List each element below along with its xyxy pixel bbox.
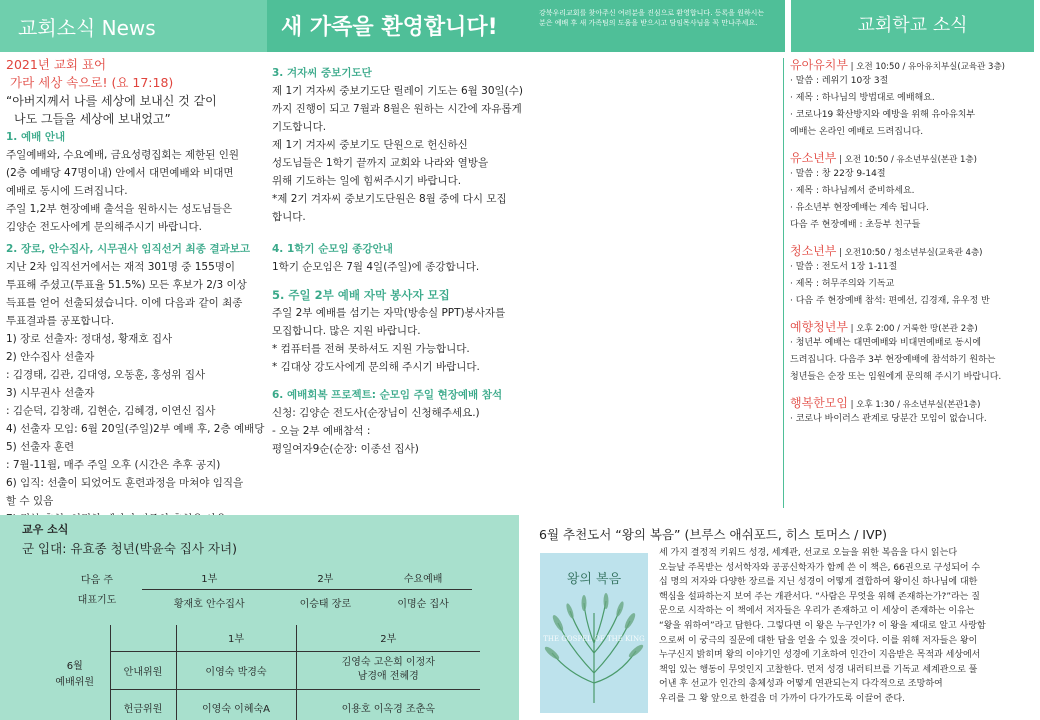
header-center bbox=[267, 0, 785, 52]
header-right bbox=[785, 0, 1040, 52]
motto-quote-1: “아버지께서 나를 세상에 보내신 것 같이 bbox=[6, 94, 217, 108]
prayer-header-2: 2부 bbox=[276, 567, 374, 589]
text-line: 까지 진행이 되고 7월과 8월은 원하는 시간에 자유롭게 bbox=[272, 103, 522, 115]
book-description bbox=[659, 546, 1034, 707]
committee-row1-p2-line2: 남경애 전혜경 bbox=[357, 671, 419, 682]
text-line: 주일예배와, 수요예배, 금요성령집회는 제한된 인원 bbox=[6, 149, 240, 161]
text-line: 오늘날 주목받는 성서학자와 공공신학자가 함께 쓴 이 책은, 66권으로 구성되어 수 bbox=[659, 562, 981, 573]
school-news-title: 교회학교 소식 bbox=[791, 0, 1034, 52]
school-group-name: 유소년부 bbox=[790, 151, 837, 165]
text-line: 핵심을 설파하는지 보여 주는 개관서다. “사람은 무엇을 위해 존재하는가?”라는 질 bbox=[659, 591, 980, 602]
school-group-line: · 제목 : 허무주의와 기독교 bbox=[790, 279, 895, 289]
committee-header-2: 2부 bbox=[296, 625, 480, 651]
prayer-value-2: 이승태 장로 bbox=[299, 598, 352, 610]
school-group-name: 행복한모임 bbox=[790, 396, 848, 410]
prayer-value-3: 이명순 집사 bbox=[397, 598, 449, 610]
header-left bbox=[0, 0, 267, 52]
section-3-body bbox=[272, 82, 530, 226]
committee-label-1: 6월 bbox=[66, 661, 83, 672]
school-group bbox=[790, 149, 1036, 234]
text-line: 김양순 전도사에게 문의해주시기 바랍니다. bbox=[6, 221, 202, 233]
text-line: 3) 시무권사 선출자 bbox=[6, 387, 95, 399]
text-line: 신청: 김양순 전도사(순장님이 신청해주세요.) bbox=[272, 407, 480, 419]
committee-role-1: 안내위원 bbox=[110, 651, 176, 689]
motto-main: 가라 세상 속으로! (요 17:18) bbox=[10, 75, 174, 90]
committee-row1-p1: 이영숙 박경숙 bbox=[176, 651, 296, 689]
book-cover-title: 왕의 복음 bbox=[566, 572, 622, 587]
section-3-title: 3. 겨자씨 중보기도단 bbox=[272, 67, 372, 79]
text-line: “왕을 위하여”라고 답한다. 그렇다면 이 왕은 누구인가? 이 왕을 제대로 알고 사랑함 bbox=[659, 620, 986, 631]
school-group bbox=[790, 242, 1036, 310]
text-line: 누구신지 밝히며 왕의 이야기인 성경에 기초하여 인간이 지음받은 목적과 세상에서 bbox=[659, 650, 981, 661]
school-group-header bbox=[790, 242, 1036, 259]
section-4-body bbox=[272, 258, 530, 276]
text-line: * 김대상 강도사에게 문의해 주시기 바랍니다. bbox=[272, 361, 480, 373]
school-group-line: · 청년부 예배는 대면예배와 비대면예배로 동시에 bbox=[790, 338, 982, 348]
book-cover-art bbox=[540, 553, 648, 713]
committee-label-2: 예배위원 bbox=[55, 677, 95, 688]
member-news-panel bbox=[0, 515, 519, 720]
text-line: 성도님들은 1학기 끝까지 교회와 나라와 열방을 bbox=[272, 157, 489, 169]
section-2-title: 2. 장로, 안수집사, 시무권사 임직선거 최종 결과보고 bbox=[6, 243, 251, 255]
committee-row1-p2 bbox=[296, 651, 480, 689]
book-recommendation-panel bbox=[519, 515, 1040, 720]
news-column-1 bbox=[6, 56, 268, 528]
school-group-line: · 말씀 : 창 22장 9-14절 bbox=[790, 169, 886, 179]
text-line: : 7월-11월, 매주 주일 오후 (시간은 추후 공지) bbox=[6, 459, 221, 471]
book-title: 6월 추천도서 “왕의 복음” (브루스 애쉬포드, 히스 토머스 / IVP) bbox=[539, 527, 887, 542]
member-news-title: 교우 소식 bbox=[22, 523, 69, 536]
text-line: * 컴퓨터를 전혀 못하셔도 지원 가능합니다. bbox=[272, 343, 470, 355]
text-line: 우리를 그 왕 앞으로 한걸음 더 가까이 다가가도록 이끌어 준다. bbox=[659, 693, 905, 704]
committee-role-2: 헌금위원 bbox=[110, 689, 176, 720]
school-group-line: · 말씀 : 레위기 10장 3절 bbox=[790, 76, 889, 86]
prayer-value-1: 황재호 안수집사 bbox=[173, 598, 245, 610]
school-group-line: 청년들은 순장 또는 임원에게 문의해 주시기 바랍니다. bbox=[790, 372, 1002, 382]
committee-row2-p1: 이영숙 이혜숙A bbox=[176, 689, 296, 720]
school-group-line: · 코로나19 확산방지와 예방을 위해 유아유치부 bbox=[790, 110, 976, 120]
welcome-text: 강북우리교회를 찾아주신 여러분을 진심으로 환영합니다. 등록을 원하시는 분은 예배 후 새 가족팀의 도움을 받으시고 담임목사님을 꼭 만나주세요. bbox=[539, 9, 765, 27]
school-group-line: · 다음 주 현장예배 참석: 편예선, 김경재, 유우정 반 bbox=[790, 296, 990, 306]
school-group-line: 예배는 온라인 예배로 드려집니다. bbox=[790, 127, 924, 137]
school-group-header bbox=[790, 56, 1036, 73]
text-line: 평일여자9순(순장: 이종선 집사) bbox=[272, 443, 419, 455]
text-line: 으로써 이 궁극의 질문에 대한 답을 얻을 수 있을 것이다. 이를 위해 저자들은 왕이 bbox=[659, 635, 978, 646]
prayer-header-3: 수요예배 bbox=[374, 567, 472, 589]
text-line: 주일 2부 예배를 섬기는 자막(방송실 PPT)봉사자를 bbox=[272, 307, 506, 319]
text-line: 위해 기도하는 일에 힘써주시기 바랍니다. bbox=[272, 175, 462, 187]
text-line: 제 1기 겨자씨 중보기도단 릴레이 기도는 6월 30일(수) bbox=[272, 85, 523, 97]
text-line: 제 1기 겨자씨 중보기도 단원으로 헌신하신 bbox=[272, 139, 468, 151]
school-group-header bbox=[790, 318, 1036, 335]
prayer-header-1: 1부 bbox=[142, 567, 276, 589]
section-5-title: 5. 주일 2부 예배 자막 봉사자 모집 bbox=[272, 288, 450, 302]
section-1-body bbox=[6, 146, 268, 236]
committee-row1-p2-line1: 김영숙 고은희 이정자 bbox=[341, 657, 435, 668]
text-line: 책임 있는 행동이 무엇인지 고찰한다. 먼저 성경 내러티브를 기독교 세계관으로 풀 bbox=[659, 664, 978, 675]
text-line: 예배로 동시에 드려집니다. bbox=[6, 185, 128, 197]
prayer-table bbox=[52, 567, 472, 615]
text-line: : 김경태, 김관, 김대영, 오동훈, 홍성위 집사 bbox=[6, 369, 206, 381]
school-group-info: | 오전 10:50 / 유소년부실(본관 1층) bbox=[836, 155, 977, 165]
school-group-line: 다음 주 현장예배 : 초등부 친구들 bbox=[790, 220, 921, 230]
text-line: 6) 임직: 선출이 되었어도 훈련과정을 마쳐야 임직을 bbox=[6, 477, 244, 489]
school-group-line: · 제목 : 하나님께서 준비하세요. bbox=[790, 186, 915, 196]
welcome-title: 새 가족을 환영합니다! bbox=[281, 15, 498, 40]
school-group-name: 청소년부 bbox=[790, 244, 837, 258]
school-group-line: · 유소년부 현장예배는 계속 됩니다. bbox=[790, 203, 929, 213]
text-line: 2) 안수집사 선출자 bbox=[6, 351, 95, 363]
text-line: 어낸 후 선교가 인간의 총체성과 어떻게 연관되는지 다각적으로 조망하여 bbox=[659, 679, 943, 690]
text-line: 4) 선출자 모임: 6월 20일(주일)2부 예배 후, 2층 예배당 bbox=[6, 423, 265, 435]
text-line: 득표를 얻어 선출되셨습니다. 이에 다음과 같이 최종 bbox=[6, 297, 243, 309]
text-line: - 오늘 2부 예배참석 : bbox=[272, 425, 371, 437]
column-divider bbox=[783, 58, 784, 508]
school-group-line: · 제목 : 하나님의 방법대로 예배해요. bbox=[790, 93, 935, 103]
text-line: (2층 예배당 47명이내) 안에서 대면예배와 비대면 bbox=[6, 167, 234, 179]
text-line: 지난 2차 임직선거에서는 재적 301명 중 155명이 bbox=[6, 261, 236, 273]
school-group-header bbox=[790, 149, 1036, 166]
section-1-title: 1. 예배 안내 bbox=[6, 131, 66, 143]
news-title: 교회소식 News bbox=[18, 16, 156, 40]
school-group-info: | 오전 10:50 / 유아유치부실(교육관 3층) bbox=[847, 62, 1005, 72]
school-group-name: 예향청년부 bbox=[790, 320, 848, 334]
committee-table bbox=[40, 625, 480, 720]
school-news-column bbox=[790, 56, 1036, 436]
prayer-label-1: 다음 주 bbox=[80, 575, 114, 586]
text-line: 세 가지 결정적 키워드 성경, 세계관, 선교로 오늘을 위한 복음을 다시 읽는다 bbox=[659, 548, 958, 558]
text-line: 투표해 주셨고(투표율 51.5%) 모든 후보가 2/3 이상 bbox=[6, 279, 247, 291]
text-line: 문으로 시작하는 이 책에서 저자들은 우리가 존재하고 이 세상이 존재하는 이유는 bbox=[659, 606, 975, 617]
school-group-info: | 오후 2:00 / 거룩한 땅(본관 2층) bbox=[847, 324, 978, 334]
committee-label bbox=[40, 625, 110, 720]
text-line: 십 명의 저자와 다양한 장르를 지닌 성경이 어떻게 결합하여 왕이신 하나님에 대한 bbox=[659, 577, 978, 588]
committee-row2-p2: 이용호 이옥경 조춘옥 bbox=[341, 703, 435, 715]
section-2-body bbox=[6, 258, 268, 528]
text-line: 합니다. bbox=[272, 211, 306, 223]
committee-corner bbox=[110, 625, 176, 651]
year-motto-label: 2021년 교회 표어 bbox=[6, 57, 107, 72]
text-line: 모집합니다. 많은 지원 바랍니다. bbox=[272, 325, 421, 337]
section-4-title: 4. 1학기 순모임 종강안내 bbox=[272, 243, 393, 255]
text-line: 5) 선출자 훈련 bbox=[6, 441, 75, 453]
school-group-header bbox=[790, 394, 1036, 411]
text-line: : 김순덕, 김창래, 김현순, 김혜경, 이연신 집사 bbox=[6, 405, 216, 417]
prayer-label bbox=[52, 567, 142, 615]
school-group-line: · 말씀 : 전도서 1장 1-11절 bbox=[790, 262, 898, 272]
prayer-label-2: 대표기도 bbox=[77, 595, 117, 606]
member-news-item: 군 입대: 유효종 청년(박윤숙 집사 자녀) bbox=[22, 541, 237, 556]
section-5-body bbox=[272, 304, 530, 376]
text-line: 1) 장로 선출자: 정대성, 황재호 집사 bbox=[6, 333, 173, 345]
book-cover-subtitle: THE GOSPEL OF THE KING bbox=[543, 635, 645, 643]
school-group bbox=[790, 318, 1036, 386]
text-line: 주일 1,2부 현장예배 출석을 원하시는 성도님들은 bbox=[6, 203, 233, 215]
text-line: *제 2기 겨자씨 중보기도단원은 8월 중에 다시 모집 bbox=[272, 193, 507, 205]
school-group bbox=[790, 394, 1036, 428]
news-column-2 bbox=[272, 64, 530, 458]
book-cover-image bbox=[540, 553, 648, 713]
school-group-name: 유아유치부 bbox=[790, 58, 848, 72]
committee-header-1: 1부 bbox=[176, 625, 296, 651]
text-line: 1학기 순모임은 7월 4일(주일)에 종강합니다. bbox=[272, 261, 480, 273]
motto-quote-2: 나도 그들을 세상에 보내었고” bbox=[14, 112, 171, 126]
school-group-line: 드려집니다. 다음주 3부 현장예배에 참석하기 원하는 bbox=[790, 355, 996, 365]
school-group-info: | 오전10:50 / 청소년부실(교육관 4층) bbox=[836, 248, 983, 258]
text-line: 할 수 있음 bbox=[6, 495, 54, 507]
school-group-info: | 오후 1:30 / 유소년부실(본관1층) bbox=[847, 400, 981, 410]
section-6-body bbox=[272, 404, 530, 458]
school-group-line: · 코로나 바이러스 관계로 당분간 모임이 없습니다. bbox=[790, 414, 987, 424]
section-6-title: 6. 예배회복 프로젝트: 순모임 주일 현장예배 참석 bbox=[272, 389, 503, 401]
text-line: 투표결과를 공포합니다. bbox=[6, 315, 115, 327]
school-group bbox=[790, 56, 1036, 141]
text-line: 기도합니다. bbox=[272, 121, 327, 133]
